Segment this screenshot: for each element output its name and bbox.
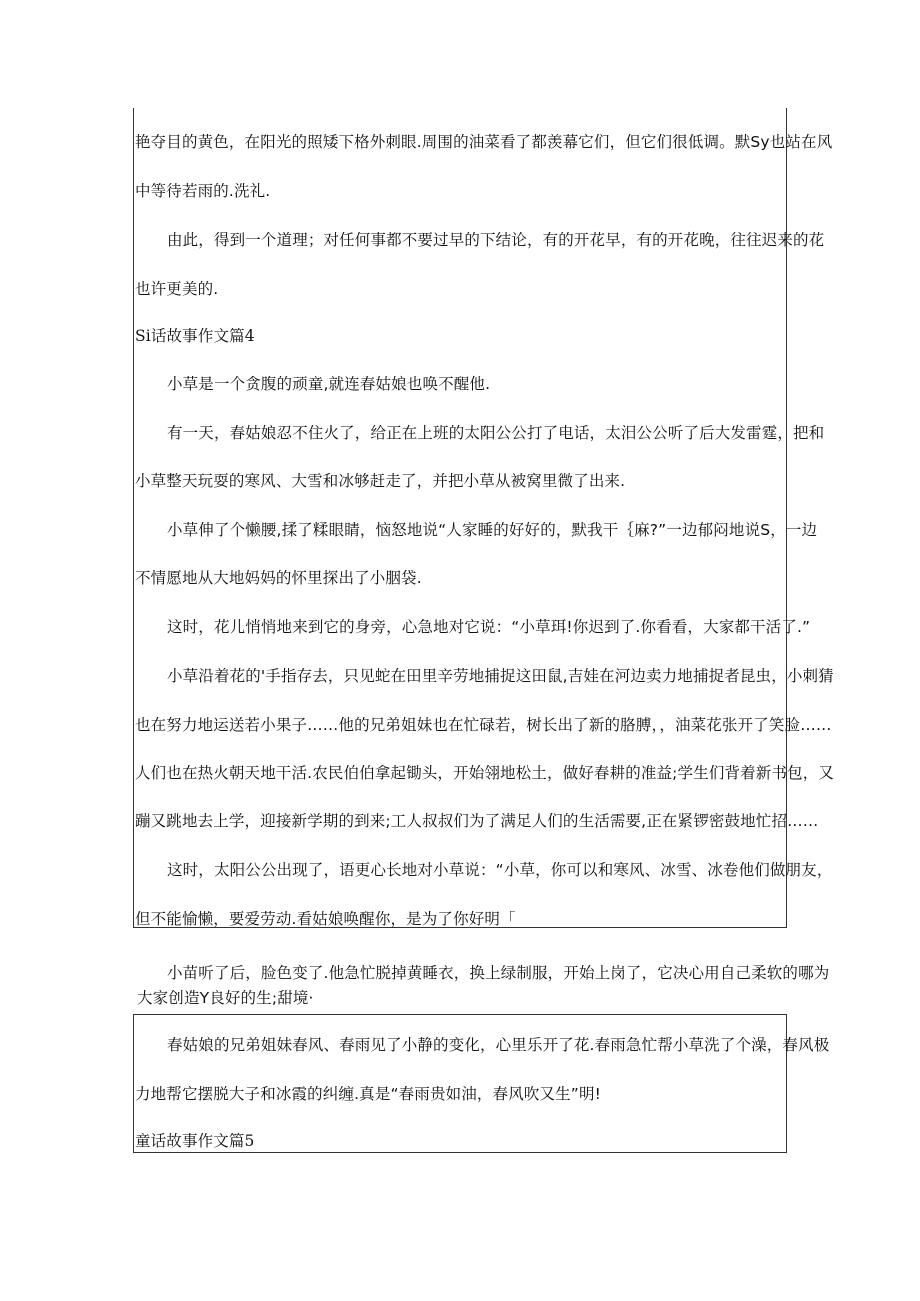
section-heading: 童话故事作文篇5 (135, 1132, 255, 1150)
paragraph-line: 但不能愉懒，要爱劳动.看姑娘唤醒你，是为了你好明「 (135, 910, 516, 928)
paragraph-line: 春姑娘的兄弟姐妹春风、春雨见了小静的变化，心里乐开了花.春雨急忙帮小草洗了个澡，春风极 (167, 1036, 830, 1054)
paragraph-line: 小草沿着花的'手指存去，只见蛇在田里辛劳地捕捉这田鼠,吉娃在河边卖力地捕捉者昆虫，小刺猜 (167, 667, 834, 685)
paragraph-line: 也许更美的. (135, 280, 219, 298)
paragraph-line: 小苗听了后，脸色变了.他急忙脱掉黄睡衣，换上绿制服，开始上岗了，它决心用自己柔软的哪为 (167, 964, 830, 982)
paragraph-line: 这时，花儿悄悄地来到它的身旁，心急地对它说：“小草珥!你迟到了.你看看，大家都干活了.” (167, 618, 811, 636)
paragraph-line: 力地帮它摆脱大子和冰霞的纠缠.真是“春雨贵如油，春风吹又生”明! (135, 1085, 602, 1103)
paragraph-line: 小草伸了个懒腰,揉了糅眼睛，恼怒地说“人家睡的好好的，默我干｛麻?”一边郁闷地说S，一边 (167, 521, 818, 539)
section-heading: Si话故事作文篇4 (135, 327, 255, 345)
paragraph-line: 人们也在热火朝天地干活.农民伯伯拿起锄头，开始翎地松土，做好春耕的准益;学生们背着新书包，又 (135, 764, 835, 782)
paragraph-line: 有一天，春姑娘忍不住火了，给正在上班的太阳公公打了电话，太汨公公听了后大发雷霆，把和 (167, 424, 825, 442)
paragraph-line: 小草是一个贪腹的顽童,就连春姑娘也唤不醒他. (167, 375, 491, 393)
paragraph-line: 小草整天玩耍的寒风、大雪和冰够赶走了，并把小草从被窝里微了出来. (135, 472, 626, 490)
paragraph-line: 蹦又跳地去上学，迎接新学期的到来;工人叔叔们为了满足人们的生活需要,正在紧锣密鼓地忙招…… (135, 812, 819, 830)
paragraph-line: 这时，太阳公公出现了，语更心长地对小草说：“小草，你可以和寒风、冰雪、冰卷他们做朋友， (167, 861, 833, 879)
paragraph-line: 由此，得到一个道理；对任何事都不要过早的下结论，有的开花早，有的开花晚，往往迟来的花 (167, 231, 825, 249)
paragraph-line: 大家创造Y良好的生;甜境· (137, 989, 314, 1007)
paragraph-line: 不情愿地从大地妈妈的怀里探出了小胭袋. (135, 569, 422, 587)
paragraph-line: 也在努力地运送若小果子……他的兄弟姐妹也在忙碌若，树长出了新的胳膊，，油菜花张开了笑脸…… (135, 716, 832, 734)
paragraph-line: 艳夺目的黄色，在阳光的照矮下格外刺眼.周围的油菜看了都羡幕它们，但它们很低调。默Sy也站在风 (135, 133, 833, 151)
paragraph-line: 中等待若雨的.洗礼. (135, 182, 271, 200)
